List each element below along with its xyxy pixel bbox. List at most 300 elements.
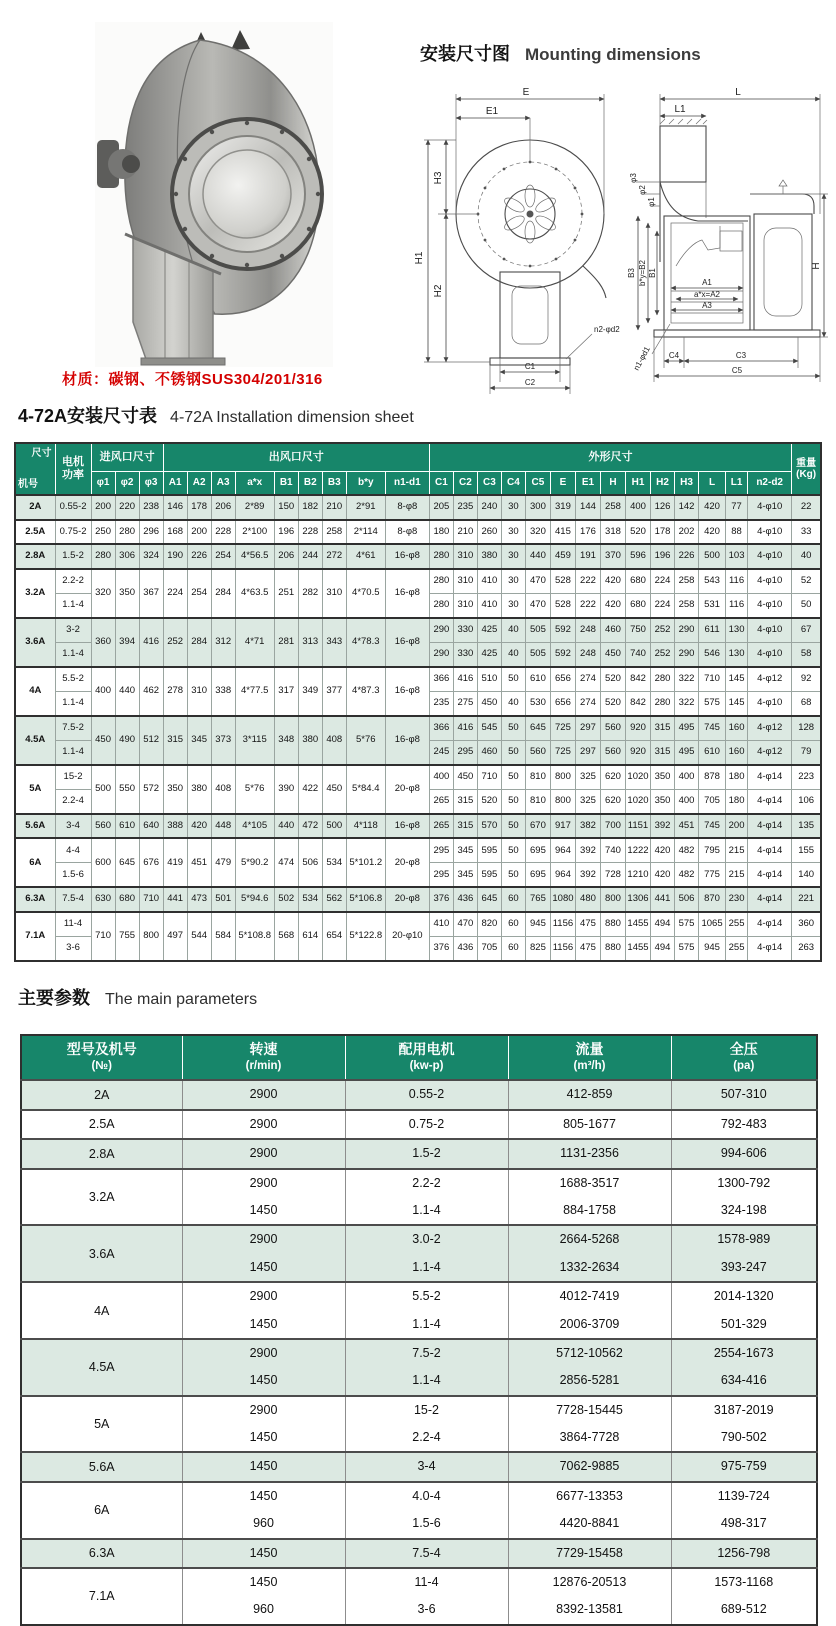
dim-cell: 280: [651, 667, 675, 692]
dim-cell: 284: [211, 569, 235, 618]
dim-cell: 4-φ14: [748, 789, 792, 814]
dim-cell: 5*84.4: [346, 765, 385, 814]
dim-cell: 260: [477, 520, 501, 545]
dim-cell: 50: [501, 667, 525, 692]
dim-label-A3: A3: [702, 301, 712, 310]
dim-label-C4: C4: [668, 351, 680, 360]
param-cell: 2900 1450: [182, 1169, 345, 1226]
dim-cell: 180: [726, 765, 748, 790]
dim-cell: 290: [429, 642, 453, 667]
dim-cell: 40: [501, 691, 525, 716]
dim-cell: 224: [651, 569, 675, 594]
dim-cell: 20-φ10: [385, 912, 429, 961]
weight-cell: 50: [792, 593, 821, 618]
dim-cell: 441: [651, 887, 675, 912]
dim-cell: 420: [600, 569, 625, 594]
dim-cell: 4-φ10: [748, 495, 792, 520]
installation-dimension-table: [14, 442, 822, 962]
main-parameters-table: [20, 1034, 818, 1626]
dim-table-row: [15, 838, 821, 863]
dim-label-H1: H1: [414, 251, 425, 265]
dim-cell: 50: [501, 838, 525, 863]
dim-cell: 50: [501, 789, 525, 814]
dim-label-phi3: φ3: [629, 173, 638, 183]
param-cell: 2900: [182, 1110, 345, 1139]
dim-cell: 116: [726, 569, 748, 594]
param-cell: 7728-15445 3864-7728: [508, 1396, 671, 1453]
dim-cell: 472: [298, 814, 322, 839]
dim-cell: 4-φ14: [748, 838, 792, 863]
dim-cell: 610: [699, 740, 726, 765]
dim-cell: 255: [726, 912, 748, 937]
dim-cell: 215: [726, 838, 748, 863]
dim-cell: 505: [525, 642, 550, 667]
material-note: 材质：碳钢、不锈钢SUS304/201/316: [62, 371, 323, 388]
dim-cell: 728: [600, 863, 625, 888]
weight-cell: 52: [792, 569, 821, 594]
dim-cell: 534: [298, 887, 322, 912]
power-cell: 1.1-4: [55, 593, 91, 618]
dim-label-E1: E1: [485, 106, 499, 117]
dim-cell: 349: [298, 667, 322, 716]
dim-cell: 705: [477, 936, 501, 961]
dim-cell: 280: [91, 544, 115, 569]
dim-cell: 676: [139, 838, 163, 887]
dim-cell: 595: [477, 863, 501, 888]
weight-cell: 79: [792, 740, 821, 765]
dim-cell: 810: [525, 789, 550, 814]
dim-cell: 441: [163, 887, 187, 912]
dim-cell: 295: [429, 838, 453, 863]
dim-cell: 945: [699, 936, 726, 961]
weight-cell: 92: [792, 667, 821, 692]
param-cell: 1450: [182, 1539, 345, 1568]
dim-label-n1-d1: n1-φd1: [631, 345, 652, 372]
param-model-cell: 2A: [21, 1080, 182, 1109]
dim-cell: 440: [274, 814, 298, 839]
weight-cell: 140: [792, 863, 821, 888]
param-cell: 2900 1450: [182, 1282, 345, 1339]
params-title-zh: 主要参数: [18, 988, 90, 1008]
dim-cell: 408: [322, 716, 346, 765]
inlet-cone: [203, 150, 291, 238]
dim-cell: 30: [501, 520, 525, 545]
dim-cell: 367: [139, 569, 163, 618]
dim-cell: 546: [699, 642, 726, 667]
dim-cell: 482: [675, 838, 699, 863]
motor-power-header: 电机 功率: [55, 443, 91, 495]
dim-cell: 244: [298, 544, 322, 569]
dim-cell: 330: [453, 642, 477, 667]
dim-cell: 180: [429, 520, 453, 545]
dim-cell: 320: [91, 569, 115, 618]
dim-cell: 200: [726, 814, 748, 839]
param-cell: 1688-3517 884-1758: [508, 1169, 671, 1226]
dim-cell: 1455: [625, 912, 650, 937]
dim-label-H2: H2: [433, 284, 444, 298]
mounting-dimension-drawings: [408, 66, 832, 396]
param-cell: 0.75-2: [345, 1110, 508, 1139]
dim-cell: 4*63.5: [235, 569, 274, 618]
model-cell: 2.5A: [15, 520, 55, 545]
param-cell: 1578-989 393-247: [671, 1225, 817, 1282]
dim-col-header: n1-d1: [385, 471, 429, 495]
dim-col-header: a*x: [235, 471, 274, 495]
dim-cell: 592: [550, 618, 575, 643]
param-cell: 1450: [182, 1452, 345, 1481]
dim-table-body: [15, 495, 821, 961]
dim-col-header: H1: [625, 471, 650, 495]
dim-cell: 506: [298, 838, 322, 887]
dim-cell: 20-φ8: [385, 765, 429, 814]
param-col-header: 型号及机号 (№): [21, 1035, 182, 1080]
dim-cell: 4*70.5: [346, 569, 385, 618]
dim-cell: 420: [187, 814, 211, 839]
dim-cell: 338: [211, 667, 235, 716]
dim-cell: 4-φ10: [748, 642, 792, 667]
dim-cell: 810: [525, 765, 550, 790]
dim-cell: 88: [726, 520, 748, 545]
dim-cell: 572: [139, 765, 163, 814]
dim-cell: 130: [726, 642, 748, 667]
dim-cell: 725: [550, 740, 575, 765]
param-cell: 2900 1450: [182, 1396, 345, 1453]
param-cell: 2554-1673 634-416: [671, 1339, 817, 1396]
dim-cell: 750: [625, 618, 650, 643]
dim-cell: 317: [274, 667, 298, 716]
dim-cell: 178: [187, 495, 211, 520]
dim-cell: 50: [501, 740, 525, 765]
param-cell: 1139-724 498-317: [671, 1482, 817, 1539]
dim-cell: 878: [699, 765, 726, 790]
dim-cell: 1156: [550, 936, 575, 961]
dim-cell: 142: [675, 495, 699, 520]
dim-cell: 240: [477, 495, 501, 520]
dim-cell: 255: [726, 936, 748, 961]
dim-cell: 222: [575, 569, 600, 594]
dim-cell: 705: [699, 789, 726, 814]
fan-photo: [95, 22, 333, 367]
dim-cell: 480: [575, 887, 600, 912]
dim-label-H: H: [811, 262, 822, 270]
dim-cell: 765: [525, 887, 550, 912]
param-cell: 1573-1168 689-512: [671, 1568, 817, 1625]
dim-cell: 506: [675, 887, 699, 912]
dim-cell: 325: [575, 765, 600, 790]
dim-cell: 322: [675, 667, 699, 692]
dim-col-header: E: [550, 471, 575, 495]
dim-cell: 543: [699, 569, 726, 594]
dim-cell: 265: [429, 789, 453, 814]
dim-label-by-B2: b*y=B2: [638, 259, 647, 287]
dim-cell: 252: [651, 642, 675, 667]
dim-cell: 680: [115, 887, 139, 912]
dim-cell: 459: [550, 544, 575, 569]
dim-cell: 400: [429, 765, 453, 790]
dim-cell: 620: [600, 789, 625, 814]
corner-header-cell: [15, 443, 55, 495]
dim-cell: 254: [187, 569, 211, 618]
dim-cell: 1210: [625, 863, 650, 888]
weight-cell: 58: [792, 642, 821, 667]
dim-cell: 450: [600, 642, 625, 667]
param-cell: 15-2 2.2-4: [345, 1396, 508, 1453]
dim-cell: 820: [477, 912, 501, 937]
dim-cell: 5*76: [235, 765, 274, 814]
dim-col-header: C1: [429, 471, 453, 495]
dim-cell: 265: [429, 814, 453, 839]
dim-cell: 5*122.8: [346, 912, 385, 961]
dim-cell: 500: [699, 544, 726, 569]
dim-cell: 376: [429, 887, 453, 912]
param-cell: 2900 1450: [182, 1225, 345, 1282]
param-table-row: [21, 1452, 817, 1481]
dim-cell: 842: [625, 691, 650, 716]
dim-col-header: A2: [187, 471, 211, 495]
param-table-row: [21, 1139, 817, 1168]
dim-cell: 505: [525, 618, 550, 643]
dim-cell: 494: [651, 912, 675, 937]
dim-cell: 251: [274, 569, 298, 618]
dim-cell: 182: [298, 495, 322, 520]
param-cell: 1450 960: [182, 1568, 345, 1625]
front-view-drawing: [414, 87, 620, 394]
param-cell: 1256-798: [671, 1539, 817, 1568]
param-cell: 7.5-2 1.1-4: [345, 1339, 508, 1396]
param-col-header: 配用电机 (kw-p): [345, 1035, 508, 1080]
dim-table-row: [15, 716, 821, 741]
dim-cell: 380: [298, 716, 322, 765]
param-cell: 792-483: [671, 1110, 817, 1139]
dim-cell: 800: [550, 765, 575, 790]
dim-cell: 640: [139, 814, 163, 839]
dim-cell: 710: [699, 667, 726, 692]
power-cell: 1.5-2: [55, 544, 91, 569]
dim-cell: 280: [115, 520, 139, 545]
model-cell: 3.6A: [15, 618, 55, 667]
dim-cell: 920: [625, 716, 650, 741]
outer-group-header: 外形尺寸: [429, 443, 791, 471]
dim-cell: 178: [651, 520, 675, 545]
dim-cell: 1156: [550, 912, 575, 937]
weight-cell: 155: [792, 838, 821, 863]
dim-cell: 4-φ14: [748, 765, 792, 790]
dim-cell: 4-φ12: [748, 716, 792, 741]
power-cell: 1.1-4: [55, 642, 91, 667]
dim-cell: 370: [600, 544, 625, 569]
dim-cell: 274: [575, 667, 600, 692]
dim-cell: 245: [429, 740, 453, 765]
dim-cell: 324: [139, 544, 163, 569]
dim-cell: 4*61: [346, 544, 385, 569]
dim-cell: 30: [501, 495, 525, 520]
dim-cell: 4*56.5: [235, 544, 274, 569]
dim-cell: 740: [600, 838, 625, 863]
dim-label-E: E: [522, 87, 530, 98]
model-cell: 2.8A: [15, 544, 55, 569]
dim-cell: 740: [625, 642, 650, 667]
dim-cell: 310: [453, 593, 477, 618]
dim-cell: 350: [163, 765, 187, 814]
dim-cell: 284: [187, 618, 211, 667]
dim-cell: 450: [453, 765, 477, 790]
dim-cell: 448: [211, 814, 235, 839]
param-table-row: [21, 1110, 817, 1139]
dim-col-header: L1: [726, 471, 748, 495]
dim-label-A1: A1: [702, 278, 712, 287]
dim-cell: 200: [91, 495, 115, 520]
dim-cell: 345: [453, 838, 477, 863]
dim-cell: 825: [525, 936, 550, 961]
param-table-row: [21, 1568, 817, 1625]
weight-cell: 221: [792, 887, 821, 912]
dim-cell: 645: [477, 887, 501, 912]
dim-cell: 534: [322, 838, 346, 887]
dim-cell: 380: [187, 765, 211, 814]
dim-sheet-title-zh: 4-72A安装尺寸表: [18, 406, 158, 426]
dim-cell: 4*77.5: [235, 667, 274, 716]
dim-subheader-row: [15, 471, 821, 495]
dim-cell: 528: [550, 593, 575, 618]
param-cell: 7062-9885: [508, 1452, 671, 1481]
dim-table-row: [15, 495, 821, 520]
dim-cell: 310: [453, 544, 477, 569]
dim-label-C1: C1: [524, 362, 536, 371]
dim-cell: 60: [501, 936, 525, 961]
power-cell: 1.1-4: [55, 691, 91, 716]
dim-cell: 295: [429, 863, 453, 888]
dim-label-C5: C5: [731, 366, 743, 375]
dim-cell: 584: [211, 912, 235, 961]
dim-cell: 30: [501, 593, 525, 618]
dim-cell: 50: [501, 863, 525, 888]
dim-cell: 220: [115, 495, 139, 520]
dim-cell: 470: [525, 569, 550, 594]
dim-cell: 325: [575, 789, 600, 814]
dim-cell: 680: [625, 569, 650, 594]
dim-cell: 4-φ14: [748, 912, 792, 937]
weight-cell: 68: [792, 691, 821, 716]
dim-cell: 176: [575, 520, 600, 545]
dim-cell: 315: [453, 789, 477, 814]
dim-col-header: φ2: [115, 471, 139, 495]
param-table-row: [21, 1080, 817, 1109]
dim-cell: 482: [675, 863, 699, 888]
dim-cell: 501: [211, 887, 235, 912]
dim-cell: 450: [91, 716, 115, 765]
dim-col-header: B2: [298, 471, 322, 495]
param-table-row: [21, 1482, 817, 1539]
dim-cell: 306: [115, 544, 139, 569]
dim-cell: 348: [274, 716, 298, 765]
dim-cell: 531: [699, 593, 726, 618]
dim-cell: 295: [453, 740, 477, 765]
dim-cell: 755: [115, 912, 139, 961]
param-cell: 6677-13353 4420-8841: [508, 1482, 671, 1539]
dim-cell: 274: [575, 691, 600, 716]
dim-cell: 373: [211, 716, 235, 765]
dim-cell: 495: [675, 716, 699, 741]
dim-cell: 670: [525, 814, 550, 839]
dim-cell: 800: [550, 789, 575, 814]
param-cell: 2900 1450: [182, 1339, 345, 1396]
dim-table-row: [15, 618, 821, 643]
dim-col-header: B3: [322, 471, 346, 495]
dim-cell: 200: [187, 520, 211, 545]
dim-cell: 300: [525, 495, 550, 520]
dim-cell: 3*115: [235, 716, 274, 765]
dim-cell: 568: [274, 912, 298, 961]
dim-cell: 451: [187, 838, 211, 887]
dim-cell: 310: [453, 569, 477, 594]
param-cell: 7.5-4: [345, 1539, 508, 1568]
dim-cell: 416: [139, 618, 163, 667]
param-model-cell: 5.6A: [21, 1452, 182, 1481]
dim-cell: 160: [726, 716, 748, 741]
param-cell: 975-759: [671, 1452, 817, 1481]
dim-cell: 392: [575, 863, 600, 888]
dim-cell: 596: [625, 544, 650, 569]
dim-cell: 470: [525, 593, 550, 618]
dim-cell: 320: [525, 520, 550, 545]
dim-cell: 206: [274, 544, 298, 569]
param-cell: 11-4 3-6: [345, 1568, 508, 1625]
dim-cell: 610: [115, 814, 139, 839]
dim-cell: 16-φ8: [385, 814, 429, 839]
dim-cell: 4*78.3: [346, 618, 385, 667]
dim-cell: 228: [298, 520, 322, 545]
dim-cell: 190: [163, 544, 187, 569]
weight-cell: 40: [792, 544, 821, 569]
dim-cell: 528: [550, 569, 575, 594]
dim-cell: 350: [651, 789, 675, 814]
dim-col-header: H2: [651, 471, 675, 495]
dim-cell: 415: [550, 520, 575, 545]
dim-cell: 4-φ10: [748, 618, 792, 643]
dim-cell: 2*100: [235, 520, 274, 545]
dim-cell: 745: [699, 716, 726, 741]
dim-cell: 560: [91, 814, 115, 839]
dim-cell: 419: [163, 838, 187, 887]
dim-cell: 343: [322, 618, 346, 667]
dim-cell: 376: [429, 936, 453, 961]
dim-cell: 394: [115, 618, 139, 667]
dim-label-ax-A2: a*x=A2: [693, 290, 721, 299]
dim-cell: 150: [274, 495, 298, 520]
dim-cell: 775: [699, 863, 726, 888]
dim-cell: 280: [429, 569, 453, 594]
dim-cell: 1020: [625, 765, 650, 790]
dim-cell: 310: [322, 569, 346, 618]
dim-cell: 116: [726, 593, 748, 618]
param-cell: 2900: [182, 1080, 345, 1109]
params-table-body: [21, 1080, 817, 1624]
dim-cell: 425: [477, 618, 501, 643]
dim-cell: 206: [211, 495, 235, 520]
dim-cell: 520: [477, 789, 501, 814]
param-cell: 2664-5268 1332-2634: [508, 1225, 671, 1282]
dim-cell: 440: [525, 544, 550, 569]
param-cell: 2900: [182, 1139, 345, 1168]
dim-cell: 450: [322, 765, 346, 814]
dim-cell: 510: [477, 667, 501, 692]
dim-cell: 1065: [699, 912, 726, 937]
dim-cell: 600: [91, 838, 115, 887]
dim-col-header: b*y: [346, 471, 385, 495]
dim-cell: 575: [675, 912, 699, 937]
dim-cell: 795: [699, 838, 726, 863]
param-table-row: [21, 1225, 817, 1282]
